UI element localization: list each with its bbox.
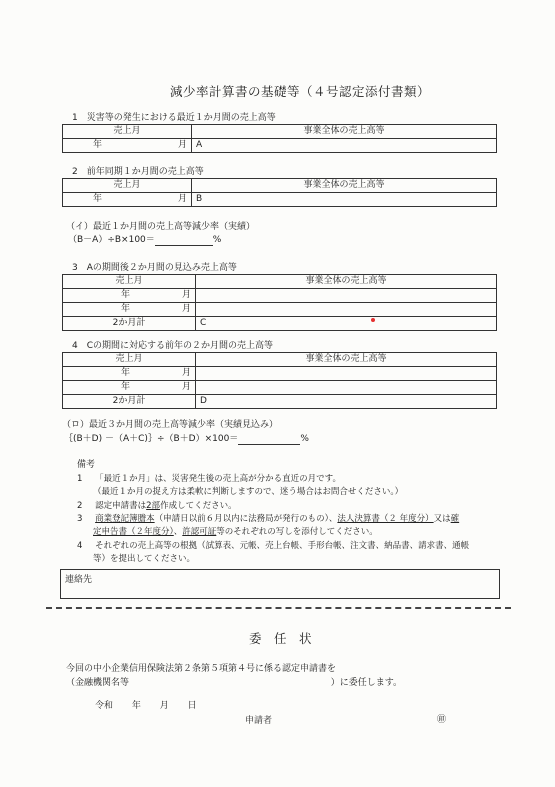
year-label: 年 <box>131 701 141 711</box>
year-label: 年 <box>121 304 131 314</box>
date-line <box>95 701 197 712</box>
note-4-text: それぞれの売上高等の根拠（試算表、元帳、売上台帳、手形台帳、注文書、納品書、請求書、通帳 <box>95 541 470 551</box>
day-label: 日 <box>187 701 197 711</box>
formula-a-answer-field[interactable] <box>155 235 213 246</box>
delegation-line-1: 今回の中小企業信用保険法第２条第５項第４号に係る認定申請書を <box>66 664 337 674</box>
formula-a-expr: （B－A）÷B×100＝ <box>68 235 155 245</box>
formula-b-heading: （ロ）最近３か月間の売上高等減少率（実績見込み） <box>62 420 279 430</box>
col-month-header: 売上月 <box>63 353 196 367</box>
sales-cell[interactable] <box>196 303 497 317</box>
note-3-tax-a: 確 <box>450 514 460 524</box>
month-cell[interactable] <box>63 303 196 317</box>
note-4 <box>77 541 469 552</box>
notes-heading: 備考 <box>77 460 96 470</box>
contact-label: 連絡先 <box>65 575 93 585</box>
applicant-label: 申請者 <box>245 716 273 726</box>
formula-b-pct: % <box>300 434 309 444</box>
col-sales-header: 事業全体の売上高等 <box>196 275 497 289</box>
month-label: 月 <box>181 368 191 378</box>
contact-box[interactable] <box>60 569 500 599</box>
col-month-header: 売上月 <box>63 275 196 289</box>
col-sales-header: 事業全体の売上高等 <box>196 353 497 367</box>
formula-b-line <box>64 434 309 445</box>
col-sales-header: 事業全体の売上高等 <box>192 125 497 139</box>
sales-cell-a[interactable] <box>192 139 497 153</box>
era-label: 令和 <box>95 701 114 711</box>
document-title: 減少率計算書の基礎等（４号認定添付書類） <box>170 84 431 99</box>
month-label: 月 <box>177 194 187 204</box>
year-label: 年 <box>93 194 103 204</box>
section1-heading: 1 災害等の発生における最近１か月間の売上高等 <box>72 113 276 123</box>
note-2-text: 認定申請書は <box>95 501 147 511</box>
sales-cell-d[interactable] <box>196 395 497 409</box>
month-label: 月 <box>181 382 191 392</box>
code-c: C <box>200 318 207 328</box>
section3-heading: 3 Aの期間後２か月間の見込み売上高等 <box>72 263 237 273</box>
month-cell[interactable] <box>63 139 192 153</box>
code-d: D <box>200 396 207 406</box>
total-label: 2か月計 <box>63 317 196 331</box>
delegation-line-2 <box>66 678 402 689</box>
sales-cell-c[interactable] <box>196 317 497 331</box>
note-3b <box>93 527 378 538</box>
note-2-text-end: 作成してください。 <box>160 501 237 511</box>
section1-table <box>62 124 497 153</box>
month-label: 月 <box>177 140 187 150</box>
month-cell[interactable] <box>63 367 196 381</box>
col-sales-header: 事業全体の売上高等 <box>192 179 497 193</box>
note-3-registry: 商業登記簿謄本 <box>95 514 155 524</box>
code-a: A <box>196 140 203 150</box>
note-3-license: 許認可証 <box>182 527 217 537</box>
formula-a-heading: （イ）最近１か月間の売上高等減少率（実績） <box>66 222 256 232</box>
note-3-tax-b: 定申告書（２年度分） <box>93 527 174 537</box>
formula-a-line <box>68 235 221 246</box>
note-3-text: （申請日以前６月以内に法務局が発行のもの）、 <box>154 514 338 524</box>
sales-cell[interactable] <box>196 367 497 381</box>
sales-cell-b[interactable] <box>192 193 497 207</box>
note-1 <box>77 474 341 485</box>
note-1b-text: （最近１か月の捉え方は柔軟に判断しますので、迷う場合はお問合せください。） <box>93 487 404 497</box>
section2-heading: 2 前年同期１か月間の売上高等 <box>72 167 204 177</box>
section3-table <box>62 274 497 331</box>
year-label: 年 <box>121 382 131 392</box>
year-label: 年 <box>121 368 131 378</box>
section4-heading: 4 Cの期間に対応する前年の２か月間の売上高等 <box>72 341 274 351</box>
year-label: 年 <box>93 140 103 150</box>
col-month-header: 売上月 <box>63 179 192 193</box>
note-3-text-end: 等のそれぞれの写しを添付してください。 <box>216 527 378 537</box>
col-month-header: 売上月 <box>63 125 192 139</box>
formula-a-pct: % <box>212 235 222 245</box>
seal-mark: ㊞ <box>437 715 447 725</box>
year-label: 年 <box>121 290 131 300</box>
note-3-or: 又は <box>433 514 451 524</box>
month-label: 月 <box>181 290 191 300</box>
note-1-number: 1 <box>77 474 83 484</box>
month-cell[interactable] <box>63 193 192 207</box>
note-2 <box>77 501 237 512</box>
section4-table <box>62 352 497 409</box>
sales-cell[interactable] <box>196 289 497 303</box>
note-3 <box>77 514 459 525</box>
note-2-number: 2 <box>77 501 83 511</box>
note-1-text: 「最近１か月」は、災害発生後の売上高が分かる直近の月です。 <box>95 474 341 484</box>
red-mark <box>371 318 375 322</box>
cut-line <box>46 607 511 609</box>
formula-b-expr: ｛(B＋D) －（A＋C)｝÷（B＋D）×100＝ <box>64 434 239 444</box>
institution-label: （金融機関名等 <box>66 678 130 688</box>
note-3-financials: 法人決算書（２ 年度分） <box>337 514 434 524</box>
month-label: 月 <box>159 701 169 711</box>
delegation-title: 委 任 状 <box>249 631 312 646</box>
month-label: 月 <box>181 304 191 314</box>
month-cell[interactable] <box>63 289 196 303</box>
note-3-number: 3 <box>77 514 83 524</box>
note-3-comma: 、 <box>173 527 183 537</box>
code-b: B <box>196 194 203 204</box>
month-cell[interactable] <box>63 381 196 395</box>
total-label: 2か月計 <box>63 395 196 409</box>
note-2-copies: 2部 <box>146 501 161 511</box>
note-4-number: 4 <box>77 541 83 551</box>
note-4b-text: 等）を提出してください。 <box>93 554 196 564</box>
formula-b-answer-field[interactable] <box>238 434 300 445</box>
sales-cell[interactable] <box>196 381 497 395</box>
section2-table <box>62 178 497 207</box>
delegation-suffix: ）に委任します。 <box>330 678 403 688</box>
